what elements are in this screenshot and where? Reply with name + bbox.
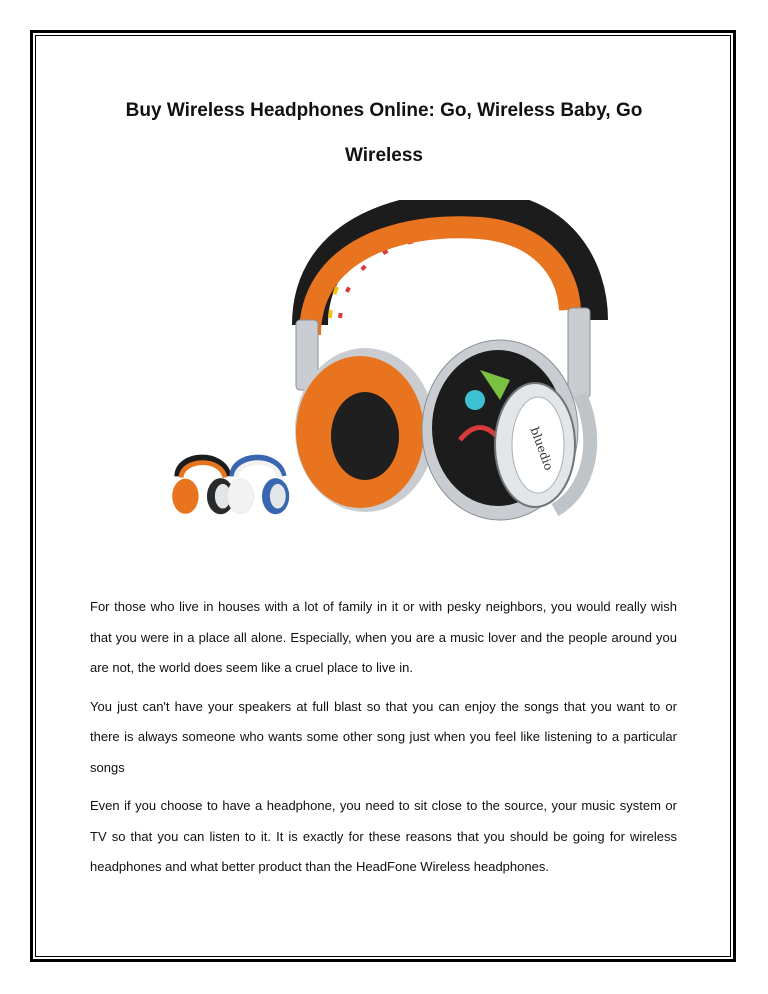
article-body <box>90 592 677 891</box>
title-line-2: Wireless <box>345 145 423 166</box>
paragraph-3: Even if you choose to have a headphone, you need to sit close to the source, your music system or TV so that you can listen to it. It is exactly for these reasons that you should be going for wireless headphones and what better product than the HeadFone Wireless headphones. <box>90 798 677 874</box>
document-title <box>90 88 678 178</box>
paragraph-2: You just can't have your speakers at full blast so that you can enjoy the songs that you want to or there is always someone who wants some other song just when you feel like listening to a particular songs <box>90 698 677 775</box>
title-line-1: Buy Wireless Headphones Online: Go, Wireless Baby, Go <box>125 100 643 121</box>
paragraph-1: For those who live in houses with a lot of family in it or with pesky neighbors, you would really wish that you were in a place all alone. Especially, when you are a music lover and the people around you are not, the world does seem like a cruel place to live in. <box>90 599 677 675</box>
product-image <box>160 200 610 535</box>
brand-logo: bluedio <box>527 425 557 473</box>
